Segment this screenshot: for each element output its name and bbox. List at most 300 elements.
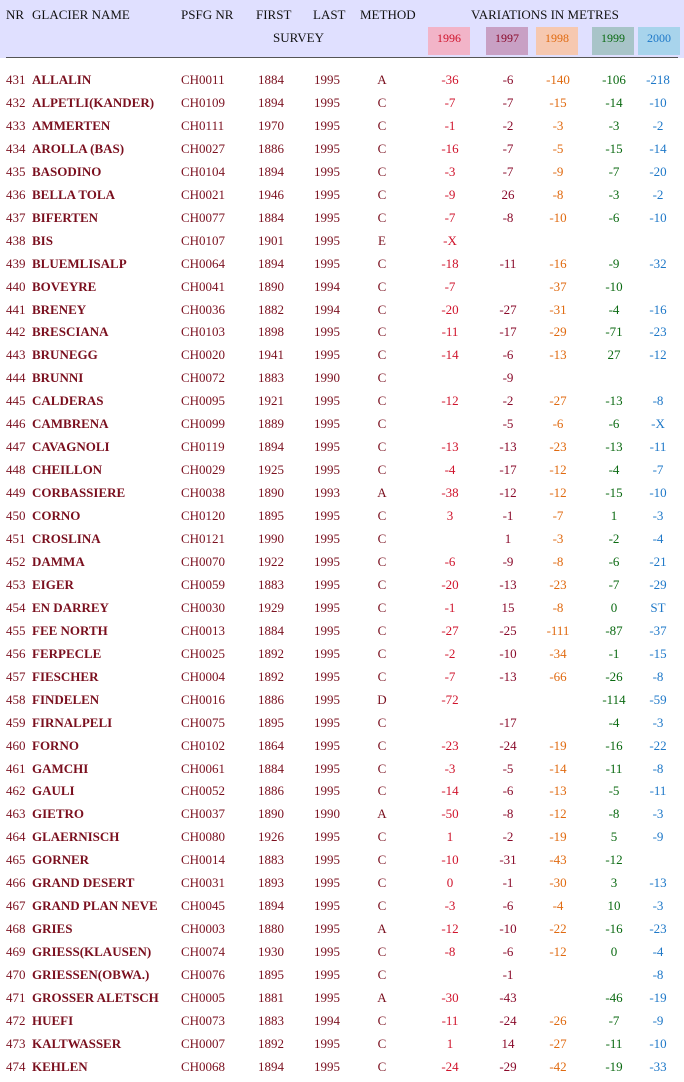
first-survey: 1922 — [258, 553, 284, 569]
table-row — [0, 118, 684, 141]
first-survey: 1926 — [258, 829, 284, 845]
variation-1997: -1 — [502, 508, 514, 524]
survey-method: A — [377, 921, 387, 937]
psfg-nr: CH0064 — [181, 255, 226, 271]
variation-1999: -11 — [605, 760, 623, 776]
survey-method: E — [378, 232, 386, 248]
variation-1998: -31 — [549, 301, 567, 317]
first-survey: 1884 — [258, 72, 284, 87]
variation-1996: -72 — [441, 691, 459, 707]
last-survey: 1995 — [314, 393, 340, 409]
last-survey: 1995 — [314, 347, 340, 363]
last-survey: 1995 — [314, 691, 340, 707]
variation-1996: -18 — [441, 255, 459, 271]
variation-1996: -11 — [441, 324, 459, 340]
variation-1996: -38 — [441, 485, 459, 501]
glacier-nr: 457 — [6, 668, 26, 684]
header-first: FIRST — [256, 7, 292, 22]
glacier-name: CAVAGNOLI — [32, 439, 110, 455]
table-row — [0, 531, 684, 554]
variation-2000: -8 — [652, 760, 664, 776]
survey-method: C — [377, 209, 387, 225]
variation-1998: -19 — [549, 737, 567, 753]
variation-1998: -13 — [549, 783, 567, 799]
survey-method: C — [377, 645, 387, 661]
variation-1998: -6 — [552, 416, 564, 432]
last-survey: 1995 — [314, 232, 340, 248]
last-survey: 1995 — [314, 1058, 340, 1074]
glacier-name: FINDELEN — [32, 691, 100, 707]
table-row — [0, 462, 684, 485]
last-survey: 1995 — [314, 599, 340, 615]
survey-method: C — [377, 186, 387, 202]
last-survey: 1995 — [314, 140, 340, 156]
glacier-nr: 467 — [6, 898, 26, 914]
header-glacier-name: GLACIER NAME — [32, 7, 130, 22]
glacier-nr: 465 — [6, 852, 26, 868]
variation-1997: -10 — [499, 645, 517, 661]
glacier-nr: 453 — [6, 576, 26, 592]
survey-method: C — [377, 852, 387, 868]
glacier-name: GRIESS(KLAUSEN) — [32, 944, 152, 960]
last-survey: 1995 — [314, 117, 340, 133]
first-survey: 1886 — [258, 691, 284, 707]
table-row — [0, 1036, 684, 1059]
variation-1999: -26 — [605, 668, 623, 684]
table-row — [0, 141, 684, 164]
variation-1998: -15 — [549, 94, 567, 110]
variation-1999: -106 — [602, 72, 626, 87]
glacier-nr: 455 — [6, 622, 26, 638]
variation-1996: -7 — [444, 209, 456, 225]
variation-1997: -2 — [502, 117, 514, 133]
glacier-name: DAMMA — [32, 553, 85, 569]
survey-method: C — [377, 1058, 387, 1074]
glacier-nr: 437 — [6, 209, 26, 225]
variation-1996: -20 — [441, 576, 459, 592]
glacier-name: FORNO — [32, 737, 79, 753]
survey-method: A — [377, 806, 387, 822]
variation-1997: -6 — [502, 783, 514, 799]
variation-1996: -10 — [441, 852, 459, 868]
variation-1998: -43 — [549, 852, 567, 868]
table-row — [0, 806, 684, 829]
survey-method: C — [377, 1012, 387, 1028]
glacier-nr: 433 — [6, 117, 26, 133]
table-row — [0, 439, 684, 462]
variation-1998: -37 — [549, 278, 567, 294]
survey-method: C — [377, 829, 387, 845]
variation-1997: -7 — [502, 163, 514, 179]
last-survey: 1995 — [314, 72, 340, 87]
variation-2000: -9 — [652, 829, 664, 845]
variation-1998: -14 — [549, 760, 567, 776]
variation-1997: -12 — [499, 485, 517, 501]
psfg-nr: CH0061 — [181, 760, 226, 776]
last-survey: 1994 — [314, 1012, 340, 1028]
psfg-nr: CH0025 — [181, 645, 226, 661]
variation-2000: -4 — [652, 531, 664, 546]
survey-method: D — [377, 691, 387, 707]
variation-1997: 15 — [501, 599, 515, 615]
psfg-nr: CH0030 — [181, 599, 226, 615]
first-survey: 1890 — [258, 806, 284, 822]
year-1999-label: 1999 — [601, 31, 625, 45]
psfg-nr: CH0074 — [181, 944, 226, 960]
glacier-nr: 471 — [6, 990, 26, 1005]
glacier-nr: 445 — [6, 393, 26, 409]
variation-2000: -218 — [646, 72, 670, 87]
last-survey: 1993 — [314, 485, 340, 501]
psfg-nr: CH0007 — [181, 1035, 226, 1051]
glacier-name: BRUNEGG — [32, 347, 98, 363]
variation-2000: -29 — [649, 576, 667, 592]
variation-1997: -13 — [499, 576, 517, 592]
last-survey: 1995 — [314, 645, 340, 661]
variation-1997: -13 — [499, 439, 517, 455]
table-row — [0, 944, 684, 967]
variation-1996: -3 — [444, 898, 456, 914]
last-survey: 1990 — [314, 806, 340, 822]
glacier-nr: 447 — [6, 439, 26, 455]
survey-method: C — [377, 622, 387, 638]
variation-1999: -4 — [608, 301, 620, 317]
table-row — [0, 875, 684, 898]
variation-1999: -3 — [608, 186, 620, 202]
psfg-nr: CH0068 — [181, 1058, 226, 1074]
variation-1999: -1 — [608, 645, 620, 661]
table-row — [0, 967, 684, 990]
survey-method: C — [377, 737, 387, 753]
variation-1998: -12 — [549, 806, 567, 822]
variation-1998: -23 — [549, 576, 567, 592]
glacier-name: BIS — [32, 232, 53, 248]
variation-1997: -24 — [499, 737, 517, 753]
table-row — [0, 279, 684, 302]
table-row — [0, 783, 684, 806]
variation-1999: 3 — [610, 875, 618, 891]
variation-1999: 0 — [610, 599, 618, 615]
glacier-nr: 459 — [6, 714, 26, 730]
variation-1996: -16 — [441, 140, 459, 156]
psfg-nr: CH0016 — [181, 691, 226, 707]
survey-method: C — [377, 278, 387, 294]
first-survey: 1898 — [258, 324, 284, 340]
glacier-name: CALDERAS — [32, 393, 104, 409]
variation-1998: -111 — [546, 622, 570, 638]
table-row — [0, 324, 684, 347]
variation-1999: -3 — [608, 117, 620, 133]
survey-method: C — [377, 324, 387, 340]
psfg-nr: CH0029 — [181, 462, 226, 478]
variation-1999: -6 — [608, 416, 620, 432]
variation-1998: -140 — [546, 72, 570, 87]
glacier-name: FIESCHER — [32, 668, 99, 684]
variation-1999: -15 — [605, 140, 623, 156]
variation-1997: -9 — [502, 370, 514, 386]
survey-method: C — [377, 439, 387, 455]
last-survey: 1995 — [314, 439, 340, 455]
survey-method: C — [377, 714, 387, 730]
first-survey: 1901 — [258, 232, 284, 248]
psfg-nr: CH0076 — [181, 967, 226, 983]
variation-1996: 0 — [446, 875, 454, 891]
header-last: LAST — [313, 7, 346, 22]
first-survey: 1894 — [258, 898, 284, 914]
variation-2000: -X — [651, 416, 665, 432]
table-row — [0, 256, 684, 279]
variation-1998: -27 — [549, 1035, 567, 1051]
psfg-nr: CH0005 — [181, 990, 226, 1005]
survey-method: C — [377, 94, 387, 110]
survey-method: C — [377, 508, 387, 524]
survey-method: A — [377, 72, 387, 87]
survey-method: C — [377, 370, 387, 386]
first-survey: 1894 — [258, 94, 284, 110]
last-survey: 1995 — [314, 714, 340, 730]
variation-1996: -3 — [444, 760, 456, 776]
glacier-name: GROSSER ALETSCH — [32, 990, 159, 1005]
psfg-nr: CH0072 — [181, 370, 226, 386]
year-1998-label: 1998 — [545, 31, 569, 45]
variation-2000: -19 — [649, 990, 667, 1005]
first-survey: 1882 — [258, 301, 284, 317]
variation-2000: -13 — [649, 875, 667, 891]
table-row — [0, 829, 684, 852]
variation-1999: -16 — [605, 921, 623, 937]
glacier-nr: 431 — [6, 72, 26, 87]
variation-1996: -3 — [444, 163, 456, 179]
variation-2000: -7 — [652, 462, 664, 478]
header-nr: NR — [6, 7, 25, 22]
psfg-nr: CH0011 — [181, 72, 225, 87]
variation-2000: -16 — [649, 301, 667, 317]
variation-2000: -14 — [649, 140, 667, 156]
psfg-nr: CH0041 — [181, 278, 226, 294]
psfg-nr: CH0003 — [181, 921, 226, 937]
year-2000-box — [638, 27, 680, 55]
variation-2000: ST — [650, 599, 666, 615]
glacier-name: BELLA TOLA — [32, 186, 115, 202]
variation-2000: -10 — [649, 209, 667, 225]
glacier-name: BIFERTEN — [32, 209, 99, 225]
variation-1999: -16 — [605, 737, 623, 753]
glacier-name: GAMCHI — [32, 760, 89, 776]
psfg-nr: CH0004 — [181, 668, 226, 684]
variation-1996: -20 — [441, 301, 459, 317]
variation-1998: -12 — [549, 485, 567, 501]
glacier-nr: 443 — [6, 347, 26, 363]
year-2000-label: 2000 — [647, 31, 671, 45]
glacier-name: HUEFI — [32, 1012, 74, 1028]
first-survey: 1990 — [258, 531, 284, 546]
glacier-nr: 452 — [6, 553, 26, 569]
variation-1996: -8 — [444, 944, 456, 960]
glacier-nr: 460 — [6, 737, 26, 753]
psfg-nr: CH0095 — [181, 393, 226, 409]
variation-1996: -12 — [441, 393, 459, 409]
variation-1998: -4 — [552, 898, 564, 914]
variation-1997: -31 — [499, 852, 517, 868]
first-survey: 1894 — [258, 255, 284, 271]
glacier-nr: 448 — [6, 462, 26, 478]
last-survey: 1995 — [314, 462, 340, 478]
glacier-nr: 456 — [6, 645, 26, 661]
psfg-nr: CH0104 — [181, 163, 226, 179]
variation-1998: -12 — [549, 944, 567, 960]
first-survey: 1864 — [258, 737, 284, 753]
psfg-nr: CH0073 — [181, 1012, 226, 1028]
variation-1996: -24 — [441, 1058, 459, 1074]
psfg-nr: CH0102 — [181, 737, 226, 753]
survey-method: C — [377, 140, 387, 156]
last-survey: 1995 — [314, 990, 340, 1005]
variation-1997: -24 — [499, 1012, 517, 1028]
glacier-name: GRIESSEN(OBWA.) — [32, 967, 150, 983]
variation-2000: -12 — [649, 347, 667, 363]
variation-1999: -13 — [605, 439, 623, 455]
first-survey: 1881 — [258, 990, 284, 1005]
survey-method: A — [377, 990, 387, 1005]
variation-1999: -14 — [605, 94, 623, 110]
variation-2000: -20 — [649, 163, 667, 179]
variation-1997: -8 — [502, 209, 514, 225]
variation-2000: -11 — [649, 783, 667, 799]
glacier-name: EN DARREY — [32, 599, 109, 615]
header-divider — [6, 57, 678, 58]
last-survey: 1995 — [314, 760, 340, 776]
psfg-nr: CH0038 — [181, 485, 226, 501]
table-row — [0, 715, 684, 738]
table-row — [0, 508, 684, 531]
survey-method: C — [377, 944, 387, 960]
table-row — [0, 233, 684, 256]
glacier-nr: 439 — [6, 255, 26, 271]
glacier-nr: 441 — [6, 301, 26, 317]
table-row — [0, 623, 684, 646]
glacier-nr: 444 — [6, 370, 26, 386]
variation-1996: -2 — [444, 645, 456, 661]
survey-method: C — [377, 163, 387, 179]
variation-1996: -30 — [441, 990, 459, 1005]
variation-1997: -7 — [502, 94, 514, 110]
header-variations: VARIATIONS IN METRES — [471, 7, 619, 22]
last-survey: 1995 — [314, 875, 340, 891]
first-survey: 1890 — [258, 278, 284, 294]
variation-1998: -30 — [549, 875, 567, 891]
variation-1997: -43 — [499, 990, 517, 1005]
header-psfg-nr: PSFG NR — [181, 7, 234, 22]
table-row — [0, 347, 684, 370]
psfg-nr: CH0036 — [181, 301, 226, 317]
survey-method: C — [377, 393, 387, 409]
table-row — [0, 1059, 684, 1082]
last-survey: 1995 — [314, 94, 340, 110]
table-row — [0, 692, 684, 715]
variation-1999: -71 — [605, 324, 623, 340]
first-survey: 1894 — [258, 439, 284, 455]
glacier-name: CROSLINA — [32, 531, 101, 546]
variation-1997: 1 — [504, 531, 512, 546]
header-survey: SURVEY — [273, 30, 324, 45]
variation-1997: -17 — [499, 462, 517, 478]
first-survey: 1929 — [258, 599, 284, 615]
variation-1997: -2 — [502, 829, 514, 845]
glacier-name: GLAERNISCH — [32, 829, 120, 845]
table-row — [0, 72, 684, 95]
year-1997-label: 1997 — [495, 31, 519, 45]
variation-2000: -2 — [652, 186, 664, 202]
variation-2000: -11 — [649, 439, 667, 455]
variation-1998: -3 — [552, 117, 564, 133]
last-survey: 1995 — [314, 186, 340, 202]
first-survey: 1941 — [258, 347, 284, 363]
variation-1997: -11 — [499, 255, 517, 271]
variation-1998: -8 — [552, 186, 564, 202]
last-survey: 1995 — [314, 898, 340, 914]
survey-method: C — [377, 1035, 387, 1051]
table-row — [0, 761, 684, 784]
table-row — [0, 210, 684, 233]
variation-1999: -13 — [605, 393, 623, 409]
glacier-nr: 454 — [6, 599, 26, 615]
glacier-nr: 440 — [6, 278, 26, 294]
variation-1997: -27 — [499, 301, 517, 317]
variation-1997: -8 — [502, 806, 514, 822]
glacier-nr: 434 — [6, 140, 26, 156]
variation-1997: -17 — [499, 324, 517, 340]
variation-1999: -4 — [608, 462, 620, 478]
glacier-nr: 436 — [6, 186, 26, 202]
variation-2000: -22 — [649, 737, 667, 753]
variation-1998: -8 — [552, 599, 564, 615]
glacier-nr: 450 — [6, 508, 26, 524]
psfg-nr: CH0045 — [181, 898, 226, 914]
table-row — [0, 302, 684, 325]
glacier-nr: 451 — [6, 531, 26, 546]
variation-2000: -23 — [649, 324, 667, 340]
variation-1996: 3 — [446, 508, 454, 524]
table-row — [0, 921, 684, 944]
variation-1998: -13 — [549, 347, 567, 363]
header-method: METHOD — [360, 7, 416, 22]
variation-1996: -7 — [444, 278, 456, 294]
variation-1996: -14 — [441, 783, 459, 799]
first-survey: 1883 — [258, 1012, 284, 1028]
table-row — [0, 370, 684, 393]
glacier-name: BRESCIANA — [32, 324, 109, 340]
variation-1999: -6 — [608, 553, 620, 569]
psfg-nr: CH0107 — [181, 232, 226, 248]
last-survey: 1995 — [314, 255, 340, 271]
table-row — [0, 852, 684, 875]
last-survey: 1990 — [314, 370, 340, 386]
table-row — [0, 990, 684, 1013]
variation-2000: -3 — [652, 806, 664, 822]
first-survey: 1884 — [258, 209, 284, 225]
glacier-name: BRUNNI — [32, 370, 84, 386]
last-survey: 1995 — [314, 508, 340, 524]
variation-1999: -87 — [605, 622, 623, 638]
year-1998-box — [536, 27, 578, 55]
variation-2000: -3 — [652, 898, 664, 914]
variation-1996: -27 — [441, 622, 459, 638]
first-survey: 1946 — [258, 186, 284, 202]
table-row — [0, 669, 684, 692]
psfg-nr: CH0027 — [181, 140, 226, 156]
variation-2000: -2 — [652, 117, 664, 133]
survey-method: C — [377, 531, 387, 546]
